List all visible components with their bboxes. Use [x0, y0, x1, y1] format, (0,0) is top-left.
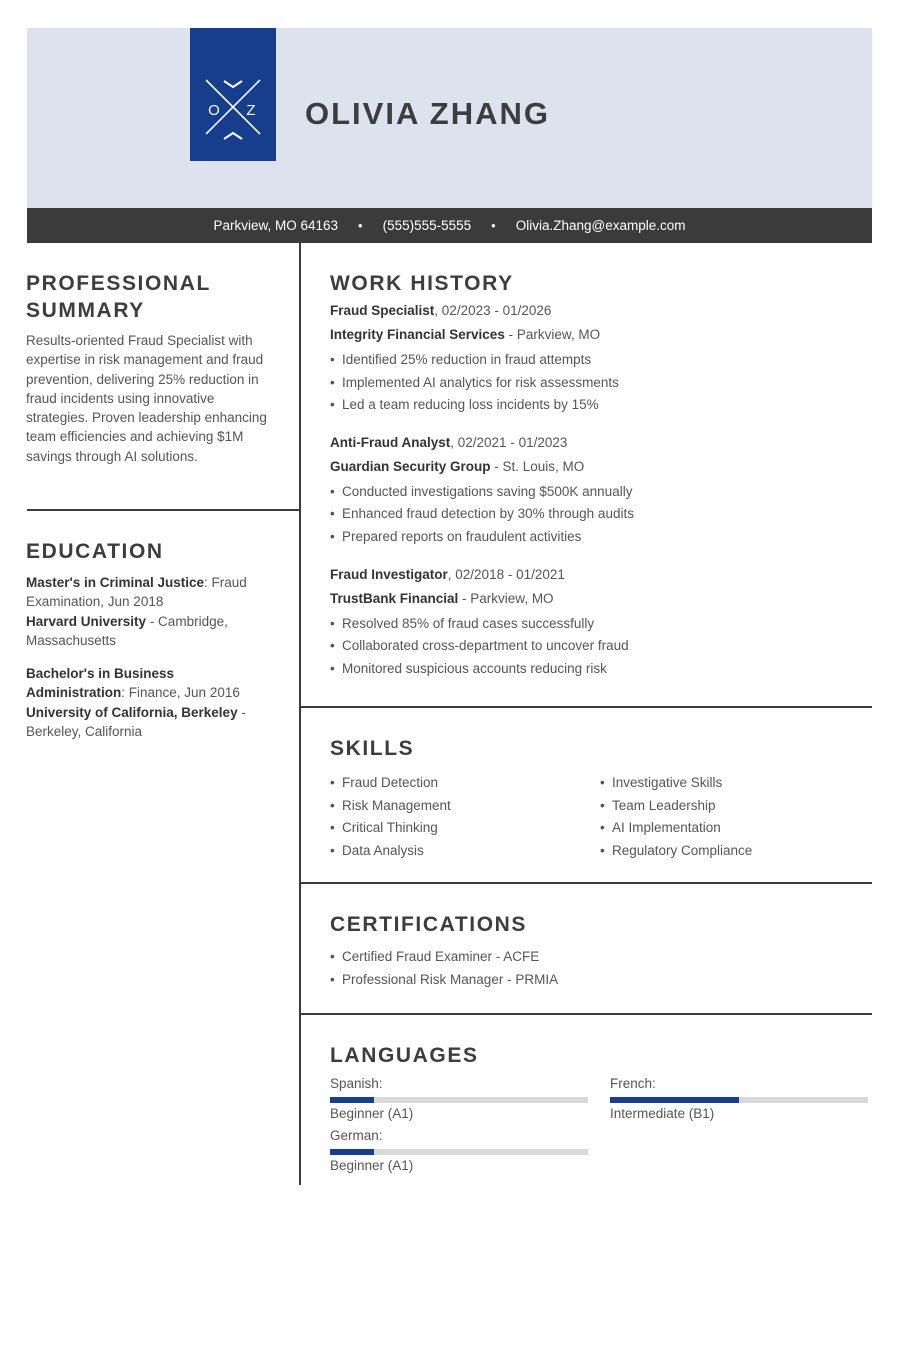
- list-item: • Risk Management: [330, 795, 600, 818]
- proficiency-bar: [330, 1097, 588, 1103]
- contact-separator: •: [491, 218, 496, 233]
- section-title: PROFESSIONAL SUMMARY: [26, 272, 211, 322]
- monogram-letter-first: O: [208, 102, 220, 119]
- degree-detail: : Fraud Examination, Jun 2018: [26, 575, 247, 610]
- language-level: Intermediate (B1): [610, 1106, 715, 1121]
- language-name: Spanish:: [330, 1076, 383, 1091]
- skills-list-left: [330, 772, 600, 862]
- section-divider: [299, 882, 872, 884]
- job-bullets: [330, 481, 870, 549]
- degree: Master's in Criminal Justice: [26, 575, 205, 590]
- job-dates: , 02/2021 - 01/2023: [450, 434, 568, 450]
- language-name: French:: [610, 1076, 656, 1091]
- monogram-logo: [190, 28, 276, 161]
- list-item: • Monitored suspicious accounts reducing risk: [330, 658, 870, 681]
- list-item: • Identified 25% reduction in fraud attempts: [330, 349, 870, 372]
- education-item: [26, 573, 276, 650]
- list-item: • Conducted investigations saving $500K annually: [330, 481, 870, 504]
- language-item: [330, 1075, 588, 1123]
- job-entry: [330, 563, 870, 681]
- list-item: • AI Implementation: [600, 817, 870, 840]
- summary-text: Results-oriented Fraud Specialist with expertise in risk management and fraud prevention, delivering 25% reduction in fraud incidents using innovative strategies. Proven leadership enhancing team efficiencies and achieving $1M savings through AI solutions.: [26, 333, 267, 464]
- list-item: • Investigative Skills: [600, 772, 870, 795]
- skills-list-right: [600, 772, 870, 862]
- proficiency-bar: [610, 1097, 868, 1103]
- job-location: - Parkview, MO: [504, 327, 601, 342]
- certifications-section: [330, 911, 870, 991]
- skills-section: [330, 735, 870, 862]
- job-location: - St. Louis, MO: [490, 458, 585, 474]
- job-location: - Parkview, MO: [458, 590, 554, 606]
- school-location: - Berkeley, California: [26, 704, 246, 740]
- list-item: • Certified Fraud Examiner - ACFE: [330, 946, 870, 969]
- list-item: • Data Analysis: [330, 840, 600, 863]
- job-dates: , 02/2018 - 01/2021: [447, 566, 565, 582]
- job-dates: , 02/2023 - 01/2026: [434, 303, 552, 318]
- proficiency-fill: [330, 1149, 374, 1155]
- proficiency-fill: [610, 1097, 739, 1103]
- section-divider: [299, 1013, 872, 1015]
- school-location: - Cambridge, Massachusetts: [26, 613, 228, 648]
- school: University of California, Berkeley: [26, 704, 238, 720]
- language-item: [610, 1075, 868, 1123]
- list-item: • Fraud Detection: [330, 772, 600, 795]
- language-level: Beginner (A1): [330, 1106, 414, 1121]
- school: Harvard University: [26, 613, 147, 629]
- proficiency-fill: [330, 1097, 374, 1103]
- contact-phone[interactable]: (555)555-5555: [382, 218, 472, 233]
- list-item: • Critical Thinking: [330, 817, 600, 840]
- section-title: EDUCATION: [26, 540, 164, 563]
- list-item: • Regulatory Compliance: [600, 840, 870, 863]
- list-item: • Team Leadership: [600, 795, 870, 818]
- education-section: [26, 538, 276, 755]
- degree-detail: : Finance, Jun 2016: [121, 685, 240, 701]
- language-name: German:: [330, 1128, 383, 1143]
- section-divider: [27, 509, 299, 511]
- column-divider: [299, 243, 301, 1185]
- section-title: CERTIFICATIONS: [330, 913, 528, 936]
- job-entry: [330, 299, 870, 417]
- list-item: • Resolved 85% of fraud cases successfully: [330, 613, 870, 636]
- list-item: • Enhanced fraud detection by 30% through audits: [330, 503, 870, 526]
- contact-separator: •: [358, 218, 363, 233]
- contact-location: Parkview, MO 64163: [213, 218, 339, 233]
- job-entry: [330, 431, 870, 549]
- languages-section: [330, 1042, 870, 1175]
- job-bullets: [330, 349, 870, 417]
- job-company: Integrity Financial Services: [330, 327, 505, 342]
- list-item: • Prepared reports on fraudulent activities: [330, 526, 870, 549]
- degree: Bachelor's in Business Administration: [26, 666, 175, 701]
- proficiency-bar: [330, 1149, 588, 1155]
- contact-bar: [27, 208, 872, 243]
- job-company: TrustBank Financial: [330, 590, 459, 606]
- work-history-section: [330, 270, 870, 694]
- education-item: [26, 664, 276, 741]
- professional-summary-section: [26, 270, 276, 466]
- list-item: • Implemented AI analytics for risk assessments: [330, 372, 870, 395]
- list-item: • Led a team reducing loss incidents by 15%: [330, 394, 870, 417]
- contact-email[interactable]: Olivia.Zhang@example.com: [515, 218, 686, 233]
- job-role: Fraud Specialist: [330, 303, 435, 318]
- certifications-list: [330, 946, 870, 991]
- job-role: Anti-Fraud Analyst: [330, 434, 451, 450]
- list-item: • Collaborated cross-department to uncover fraud: [330, 635, 870, 658]
- section-divider: [299, 706, 872, 708]
- list-item: • Professional Risk Manager - PRMIA: [330, 969, 870, 992]
- job-company: Guardian Security Group: [330, 458, 491, 474]
- candidate-name: OLIVIA ZHANG: [305, 96, 551, 131]
- section-title: WORK HISTORY: [330, 272, 514, 295]
- monogram-letter-last: Z: [246, 102, 256, 119]
- job-bullets: [330, 613, 870, 681]
- language-level: Beginner (A1): [330, 1158, 414, 1173]
- job-role: Fraud Investigator: [330, 566, 448, 582]
- section-title: SKILLS: [330, 737, 415, 760]
- language-item: [330, 1127, 588, 1175]
- section-title: LANGUAGES: [330, 1044, 479, 1067]
